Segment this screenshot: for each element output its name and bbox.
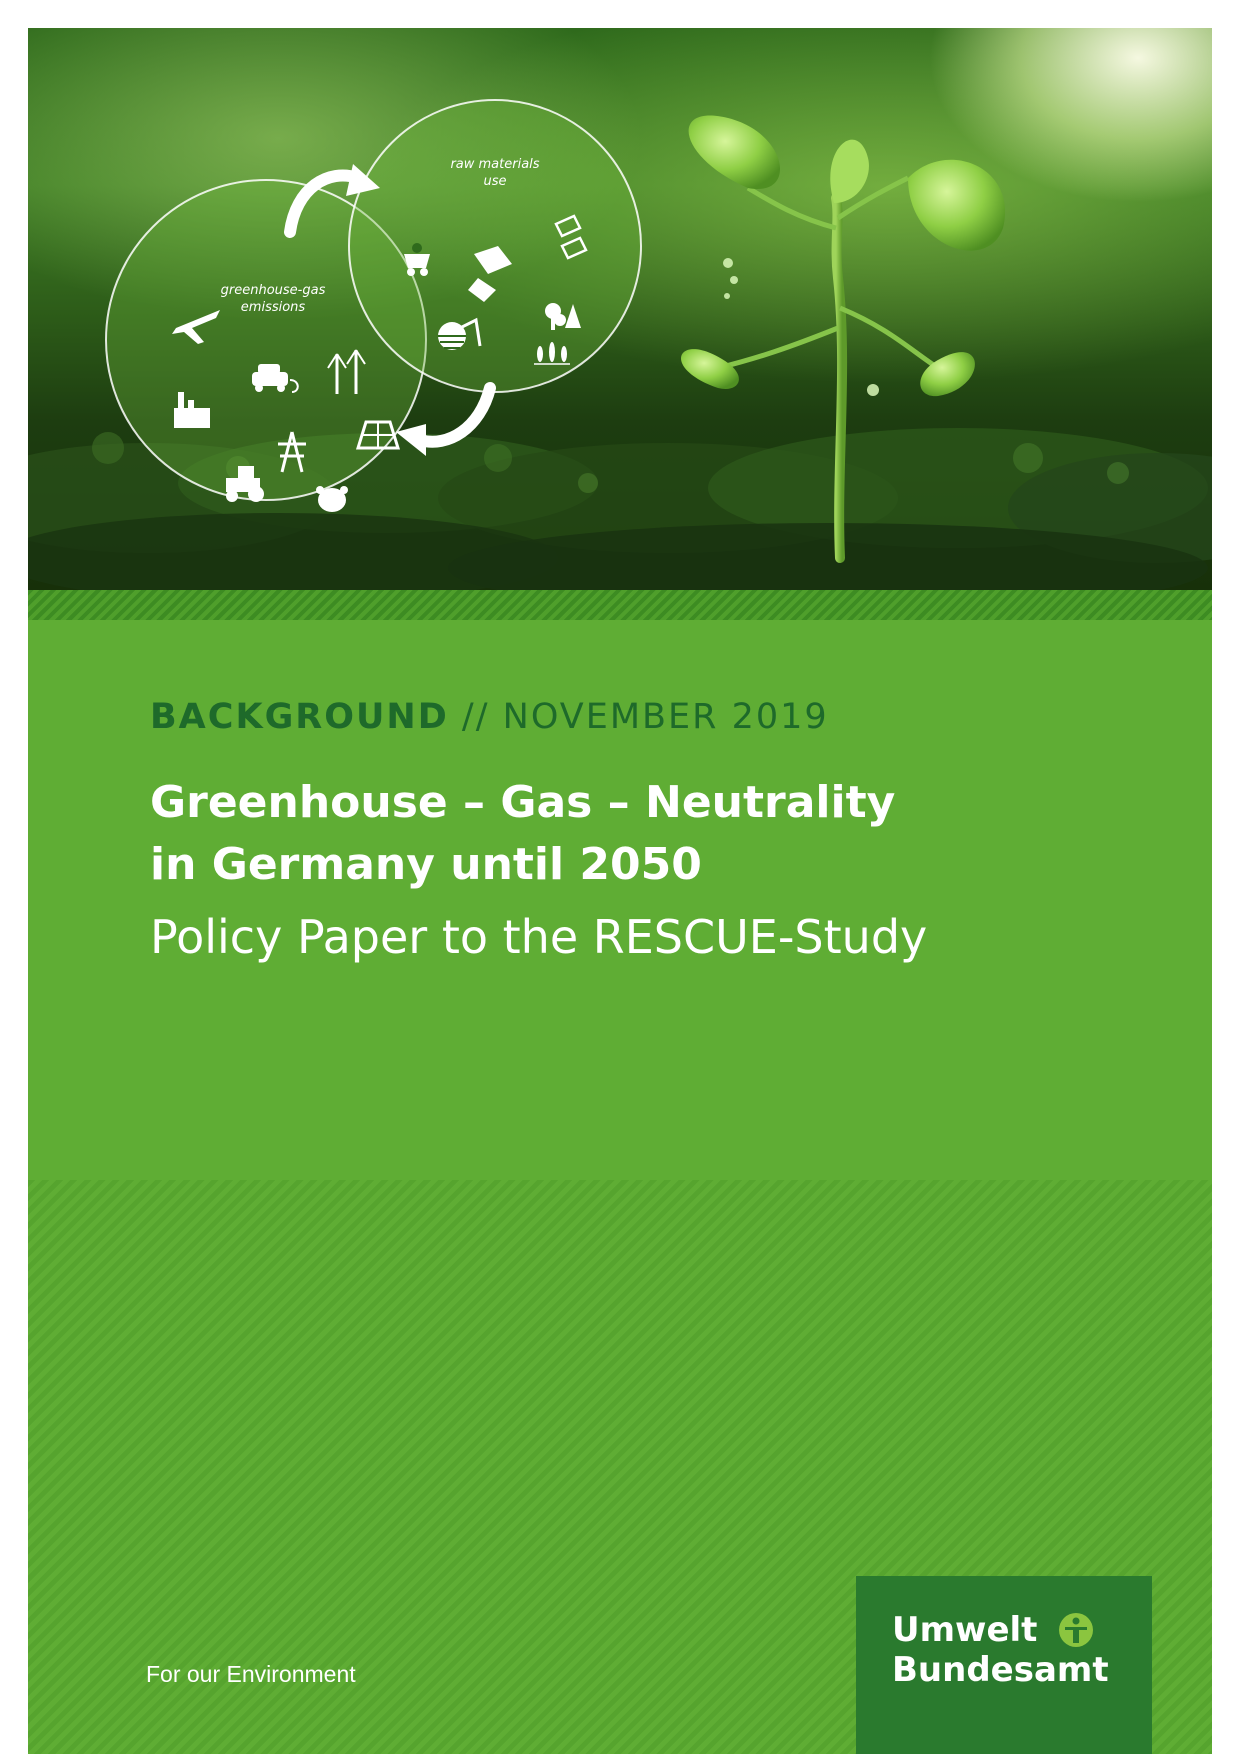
emissions-label-line2: emissions <box>240 300 306 315</box>
cow-icon <box>316 486 348 512</box>
umweltbundesamt-logo <box>856 1576 1152 1754</box>
human-figure-icon <box>1058 1612 1094 1648</box>
emissions-diagram <box>28 28 1212 590</box>
title-line-2: in Germany until 2050 <box>150 839 702 890</box>
hero-image <box>28 28 1212 590</box>
publication-date: NOVEMBER 2019 <box>502 697 829 737</box>
document-title <box>150 772 1150 896</box>
tagline: For our Environment <box>146 1661 356 1687</box>
logo-line-2: Bundesamt <box>892 1650 1109 1690</box>
title-line-1: Greenhouse – Gas – Neutrality <box>150 777 896 828</box>
hero-stripe-band <box>28 590 1212 620</box>
emissions-label-line1: greenhouse-gas <box>220 283 326 298</box>
series-label: BACKGROUND <box>150 697 449 737</box>
emissions-label <box>213 282 333 316</box>
series-kicker <box>150 697 829 737</box>
raw-materials-label-line2: use <box>483 174 507 189</box>
raw-materials-label <box>440 156 550 190</box>
kicker-separator: // <box>461 697 490 737</box>
logo-line-1: Umwelt <box>892 1610 1038 1650</box>
raw-materials-label-line1: raw materials <box>450 157 540 172</box>
document-subtitle: Policy Paper to the RESCUE-Study <box>150 910 928 964</box>
